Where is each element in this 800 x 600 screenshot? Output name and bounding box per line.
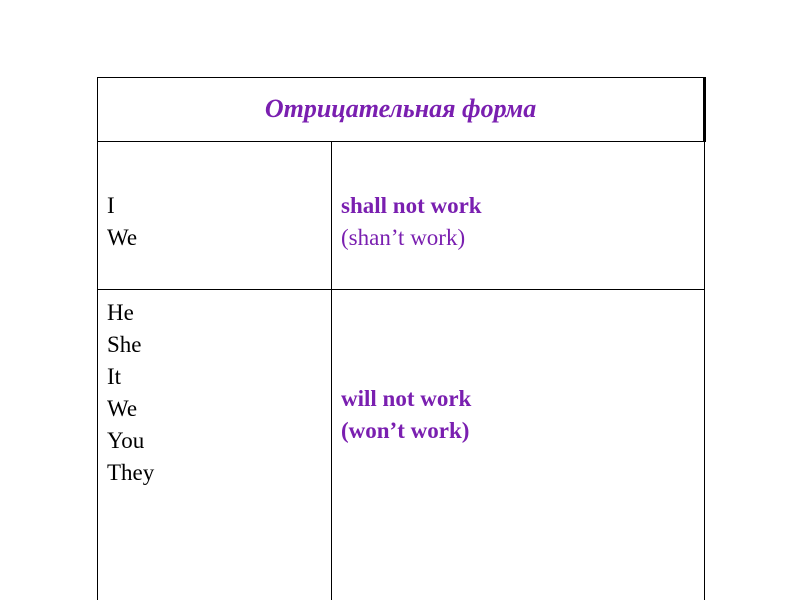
pronoun-text: They xyxy=(107,460,155,485)
pronoun-cell xyxy=(98,142,332,290)
pronoun-text: We xyxy=(107,224,138,250)
pronoun-text: I xyxy=(107,192,115,218)
pronoun-cell xyxy=(98,290,332,600)
pronoun-text: She xyxy=(107,332,142,357)
pronoun-text: It xyxy=(107,364,122,389)
full-form-text: will not work xyxy=(341,386,472,411)
short-form-text: (won’t work) xyxy=(341,418,470,443)
table-title: Отрицательная форма xyxy=(264,94,537,123)
table-row xyxy=(98,142,705,290)
verb-form-cell xyxy=(332,290,705,600)
pronoun-text: We xyxy=(107,396,138,421)
negative-form-table xyxy=(97,77,706,600)
table-header-cell xyxy=(98,78,705,142)
table-header-row xyxy=(98,78,705,142)
table-row xyxy=(98,290,705,600)
short-form-text: (shan’t work) xyxy=(341,224,466,250)
verb-form-cell xyxy=(332,142,705,290)
full-form-text: shall not work xyxy=(341,192,482,218)
pronoun-text: You xyxy=(107,428,145,453)
pronoun-text: He xyxy=(107,300,134,325)
